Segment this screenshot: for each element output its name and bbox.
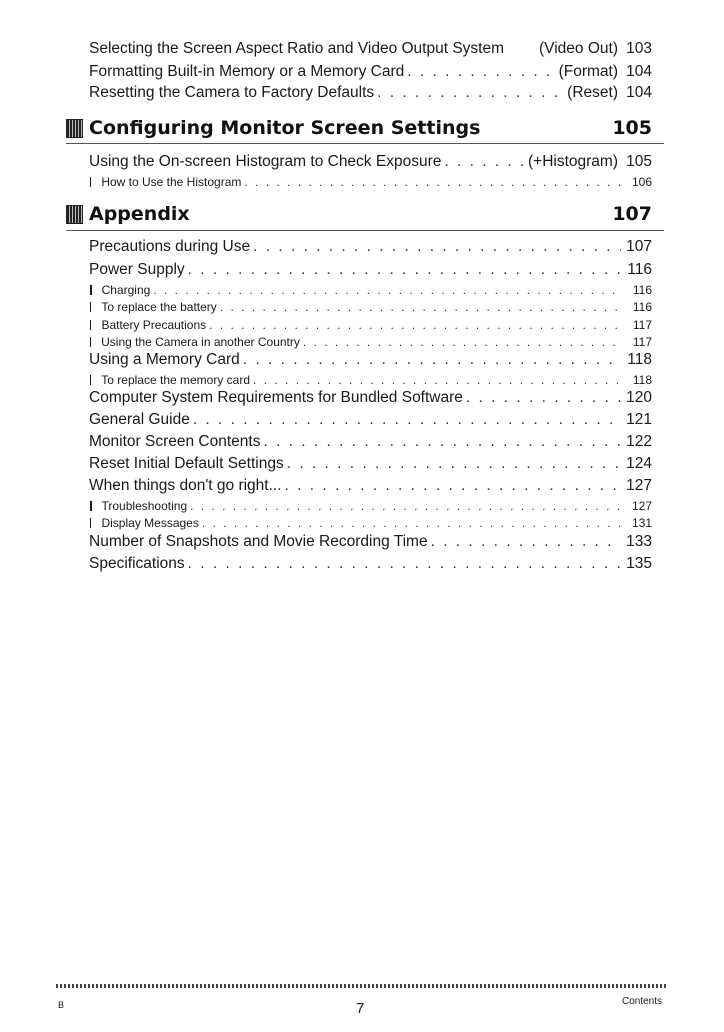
subentry-page: 127 xyxy=(631,499,652,513)
toc-subentry[interactable] xyxy=(90,335,652,352)
subentry-page: 117 xyxy=(632,335,652,349)
section-bars-icon xyxy=(66,119,83,138)
entry-page: 127 xyxy=(626,477,652,494)
entry-page: 104 xyxy=(626,84,652,101)
subentry-title: To replace the battery xyxy=(101,300,217,314)
entry-page: 135 xyxy=(626,555,652,572)
toc-entry[interactable] xyxy=(89,153,652,175)
footer-divider xyxy=(56,984,668,988)
section-heading[interactable] xyxy=(66,113,652,143)
section-page: 105 xyxy=(612,117,652,139)
entry-keyword: (Format) xyxy=(558,63,618,80)
subentry-title: Using the Camera in another Country xyxy=(101,335,300,349)
dot-leader xyxy=(209,318,621,332)
toc-subentry[interactable] xyxy=(90,175,652,192)
dot-leader xyxy=(188,555,621,573)
dot-leader xyxy=(377,84,564,102)
entry-title: Number of Snapshots and Movie Recording Time xyxy=(89,533,428,550)
entry-title: Selecting the Screen Aspect Ratio and Video Output System xyxy=(89,40,505,57)
entry-page: 103 xyxy=(626,40,652,57)
bullet-icon xyxy=(90,375,91,385)
entry-title: Reset Initial Default Settings xyxy=(89,455,284,472)
toc-subentry[interactable] xyxy=(90,318,652,335)
entry-title: Formatting Built-in Memory or a Memory Card xyxy=(89,63,405,80)
dot-leader xyxy=(243,351,621,369)
section-page: 107 xyxy=(612,203,652,225)
entry-page: 118 xyxy=(627,351,652,368)
entry-title: Specifications xyxy=(89,555,185,572)
page-number: 7 xyxy=(356,1000,365,1017)
toc-subentry[interactable] xyxy=(90,300,652,317)
toc-entry[interactable] xyxy=(89,555,652,577)
dot-leader xyxy=(153,283,621,297)
subentry-title: How to Use the Histogram xyxy=(101,175,242,189)
toc-entry[interactable] xyxy=(89,351,652,373)
dot-leader xyxy=(220,300,621,314)
dot-leader xyxy=(287,455,621,473)
entry-page: 107 xyxy=(626,238,652,255)
subentry-page: 118 xyxy=(632,373,652,387)
toc-subentry[interactable] xyxy=(90,283,652,300)
dot-leader xyxy=(244,175,621,189)
bullet-icon xyxy=(90,302,91,312)
dot-leader xyxy=(190,499,621,513)
toc-entry[interactable] xyxy=(89,411,652,433)
bullet-icon xyxy=(90,501,92,511)
dot-leader xyxy=(407,63,555,81)
toc-entry[interactable] xyxy=(89,433,652,455)
entry-page: 121 xyxy=(626,411,652,428)
dot-leader xyxy=(303,335,621,349)
bullet-icon xyxy=(90,320,91,330)
toc-subentry[interactable] xyxy=(90,499,652,516)
entry-page: 120 xyxy=(626,389,652,406)
footer-code: B xyxy=(58,1000,65,1010)
subentry-page: 106 xyxy=(631,175,652,189)
dot-leader xyxy=(253,238,621,256)
toc-entry[interactable] xyxy=(89,63,652,85)
subentry-page: 131 xyxy=(631,516,652,530)
section-divider xyxy=(66,230,664,231)
toc-subentry[interactable] xyxy=(90,516,652,533)
entry-page: 104 xyxy=(626,63,652,80)
bullet-icon xyxy=(90,337,91,347)
entry-page: 124 xyxy=(626,455,652,472)
subentry-page: 116 xyxy=(632,283,652,297)
subentry-title: Display Messages xyxy=(101,516,199,530)
toc-entry[interactable] xyxy=(89,477,652,499)
section-divider xyxy=(66,143,664,144)
subentry-title: Troubleshooting xyxy=(101,499,188,513)
dot-leader xyxy=(193,411,621,429)
toc-entry[interactable] xyxy=(89,533,652,555)
dot-leader xyxy=(431,533,621,551)
subentry-page: 117 xyxy=(632,318,652,332)
entry-title: Resetting the Camera to Factory Defaults xyxy=(89,84,375,101)
dot-leader xyxy=(188,261,621,279)
entry-title: Using a Memory Card xyxy=(89,351,240,368)
subentry-title: Battery Precautions xyxy=(101,318,207,332)
dot-leader xyxy=(263,433,621,451)
entry-title: Monitor Screen Contents xyxy=(89,433,261,450)
entry-keyword: (Reset) xyxy=(567,84,618,101)
entry-page: 133 xyxy=(626,533,652,550)
dot-leader xyxy=(285,477,621,495)
entry-keyword: (+Histogram) xyxy=(527,153,618,170)
entry-title: Precautions during Use xyxy=(89,238,251,255)
entry-title: When things don't go right... xyxy=(89,477,282,494)
section-title: Appendix xyxy=(89,203,190,225)
section-title: Configuring Monitor Screen Settings xyxy=(89,117,481,139)
entry-page: 105 xyxy=(626,153,652,170)
entry-title: Power Supply xyxy=(89,261,185,278)
bullet-icon xyxy=(90,177,91,187)
section-heading[interactable] xyxy=(66,199,652,229)
dot-leader xyxy=(466,389,621,407)
section-bars-icon xyxy=(66,205,83,224)
toc-subentry[interactable] xyxy=(90,373,652,390)
entry-title: Using the On-screen Histogram to Check Exposure xyxy=(89,153,442,170)
subentry-title: Charging xyxy=(101,283,151,297)
entry-page: 116 xyxy=(627,261,652,278)
entry-keyword: (Video Out) xyxy=(539,40,618,57)
footer-label: Contents xyxy=(621,996,662,1007)
entry-title: General Guide xyxy=(89,411,190,428)
dot-leader xyxy=(253,373,621,387)
bullet-icon xyxy=(90,285,92,295)
dot-leader xyxy=(202,516,621,530)
toc-entry[interactable] xyxy=(89,238,652,260)
dot-leader xyxy=(444,153,525,171)
toc-entry[interactable] xyxy=(89,389,652,411)
toc-entry[interactable] xyxy=(89,84,652,106)
bullet-icon xyxy=(90,518,91,528)
toc-entry[interactable] xyxy=(89,455,652,477)
toc-entry[interactable] xyxy=(89,40,652,62)
subentry-page: 116 xyxy=(632,300,652,314)
entry-page: 122 xyxy=(626,433,652,450)
toc-entry[interactable] xyxy=(89,261,652,283)
subentry-title: To replace the memory card xyxy=(101,373,251,387)
entry-title: Computer System Requirements for Bundled Software xyxy=(89,389,463,406)
